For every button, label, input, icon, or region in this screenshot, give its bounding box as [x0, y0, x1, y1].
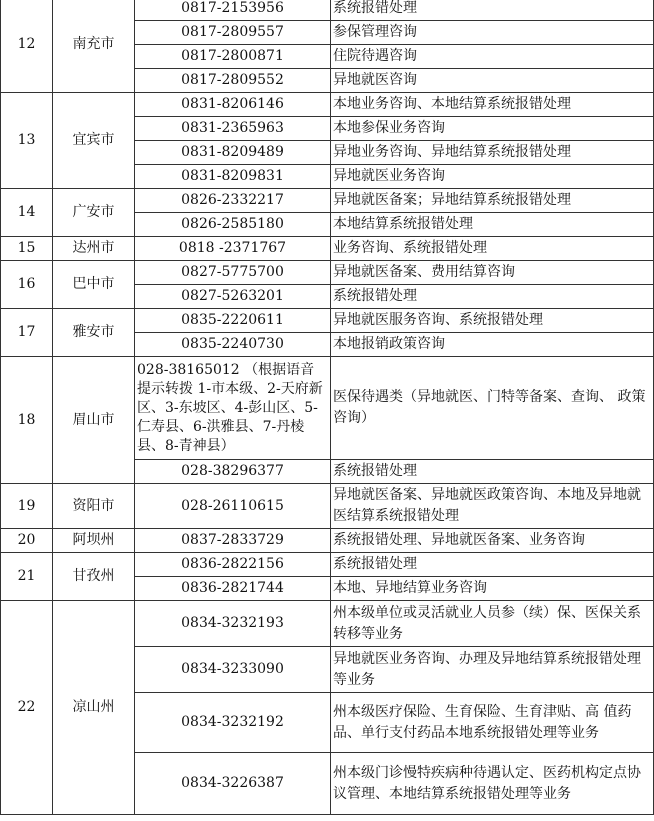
phone-number: 0817-2153956 — [135, 0, 331, 21]
row-number: 21 — [1, 553, 53, 601]
row-number: 22 — [1, 601, 53, 815]
table-row — [1, 237, 654, 261]
service-description: 系统报错处理 — [331, 460, 654, 484]
phone-number: 0826-2332217 — [135, 189, 331, 213]
service-description: 异地就医备案、异地就医政策咨询、本地及异地就医结算系统报错处理 — [331, 484, 654, 529]
service-description: 本地报销政策咨询 — [331, 333, 654, 357]
service-description: 异地业务咨询、异地结算系统报错处理 — [331, 141, 654, 165]
phone-number: 0827-5775700 — [135, 261, 331, 285]
service-description: 异地就医业务咨询 — [331, 165, 654, 189]
service-description: 异地就医备案；异地结算系统报错处理 — [331, 189, 654, 213]
table-row — [1, 529, 654, 553]
phone-number: 0834-3232192 — [135, 693, 331, 753]
city-name: 南充市 — [53, 0, 135, 93]
service-description: 异地就医咨询 — [331, 69, 654, 93]
phone-number: 0834-3233090 — [135, 647, 331, 693]
city-name: 宜宾市 — [53, 93, 135, 189]
service-description: 业务咨询、系统报错处理 — [331, 237, 654, 261]
phone-number: 0834-3232193 — [135, 601, 331, 647]
phone-number: 0818 -2371767 — [135, 237, 331, 261]
city-name: 达州市 — [53, 237, 135, 261]
service-description: 异地就医业务咨询、办理及异地结算系统报错处理等业务 — [331, 647, 654, 693]
row-number: 17 — [1, 309, 53, 357]
row-number: 16 — [1, 261, 53, 309]
row-number: 18 — [1, 357, 53, 484]
service-description: 州本级门诊慢特疾病种待遇认定、医药机构定点协议管理、本地结算系统报错处理等业务 — [331, 753, 654, 815]
city-name: 凉山州 — [53, 601, 135, 815]
city-name: 雅安市 — [53, 309, 135, 357]
service-description: 系统报错处理 — [331, 553, 654, 577]
row-number: 12 — [1, 0, 53, 93]
phone-number: 0817-2809557 — [135, 21, 331, 45]
service-description: 异地就医备案、费用结算咨询 — [331, 261, 654, 285]
table-row — [1, 601, 654, 647]
table-row — [1, 309, 654, 333]
phone-number: 0836-2821744 — [135, 577, 331, 601]
phone-number: 0831-8209831 — [135, 165, 331, 189]
service-description: 州本级单位或灵活就业人员参（续）保、医保关系转移等业务 — [331, 601, 654, 647]
phone-number: 0831-2365963 — [135, 117, 331, 141]
phone-number: 0835-2220611 — [135, 309, 331, 333]
service-description: 住院待遇咨询 — [331, 45, 654, 69]
phone-number: 028-38165012 （根据语音 提示转拨 1-市本级、2-天府新区、3-东坡区、4-彭山区、5-仁寿县、6-洪雅县、7-丹棱县、8-青神县） — [135, 357, 331, 460]
phone-number: 0826-2585180 — [135, 213, 331, 237]
table-row — [1, 261, 654, 285]
table-row — [1, 189, 654, 213]
service-description: 州本级医疗保险、生育保险、生育津贴、高 值药品、单行支付药品本地系统报错处理等业务 — [331, 693, 654, 753]
city-name: 眉山市 — [53, 357, 135, 484]
table-row — [1, 553, 654, 577]
row-number: 19 — [1, 484, 53, 529]
city-name: 资阳市 — [53, 484, 135, 529]
service-description: 异地就医服务咨询、系统报错处理 — [331, 309, 654, 333]
service-description: 系统报错处理、异地就医备案、业务咨询 — [331, 529, 654, 553]
service-description: 系统报错处理 — [331, 285, 654, 309]
service-description: 本地、异地结算业务咨询 — [331, 577, 654, 601]
row-number: 20 — [1, 529, 53, 553]
row-number: 13 — [1, 93, 53, 189]
phone-number: 0836-2822156 — [135, 553, 331, 577]
phone-number: 0817-2809552 — [135, 69, 331, 93]
row-number: 15 — [1, 237, 53, 261]
service-description: 本地结算系统报错处理 — [331, 213, 654, 237]
city-name: 广安市 — [53, 189, 135, 237]
phone-number: 0837-2833729 — [135, 529, 331, 553]
table-row — [1, 0, 654, 21]
service-description: 系统报错处理 — [331, 0, 654, 21]
service-description: 本地业务咨询、本地结算系统报错处理 — [331, 93, 654, 117]
row-number: 14 — [1, 189, 53, 237]
city-name: 阿坝州 — [53, 529, 135, 553]
phone-number: 0831-8206146 — [135, 93, 331, 117]
phone-number: 028-38296377 — [135, 460, 331, 484]
phone-number: 0827-5263201 — [135, 285, 331, 309]
city-name: 巴中市 — [53, 261, 135, 309]
service-description: 参保管理咨询 — [331, 21, 654, 45]
table-row — [1, 484, 654, 529]
phone-number: 0835-2240730 — [135, 333, 331, 357]
phone-number: 028-26110615 — [135, 484, 331, 529]
phone-number: 0834-3226387 — [135, 753, 331, 815]
table-row — [1, 93, 654, 117]
phone-number: 0831-8209489 — [135, 141, 331, 165]
table-row — [1, 357, 654, 460]
phone-number: 0817-2800871 — [135, 45, 331, 69]
service-description: 医保待遇类（异地就医、门特等备案、查询、 政策咨询） — [331, 357, 654, 460]
service-description: 本地参保业务咨询 — [331, 117, 654, 141]
city-name: 甘孜州 — [53, 553, 135, 601]
